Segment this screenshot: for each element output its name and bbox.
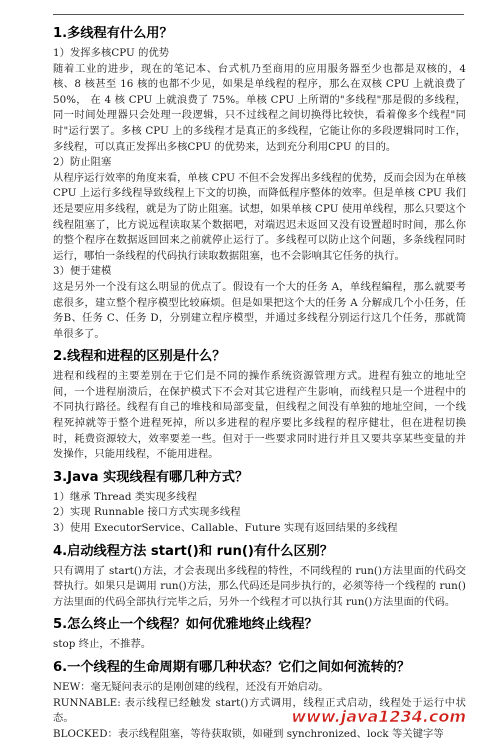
paragraph: 进程和线程的主要差别在于它们是不同的操作系统资源管理方式。进程有独立的地址空间，一个进程崩溃后，在保护模式下不会对其它进程产生影响，而线程只是一个进程中的不同执行路径。线程有自己的堆栈和局部变量，但线程之间没有单独的地址空间，一个线程死掉就等于整个进程死掉，所以多进程的程序要比多线程的程序健壮，但在进程切换时，耗费资源较大，效率要差一些。但对于一些要求同时进行并且又要共享某些变量的并发操作，只能用线程，不能用进程。 bbox=[53, 370, 466, 461]
section-title: 1.多线程有什么用？ bbox=[53, 26, 173, 41]
paragraph: 从程序运行效率的角度来看，单核 CPU 不但不会发挥出多线程的优势，反而会因为在单核CPU 上运行多线程导致线程上下文的切换，而降低程序整体的效率。但是单核 CPU 我们还是要应用多线程，就是为了防止阻塞。试想，如果单核 CPU 使用单线程，那么只要这个线程阻塞了，比方说远程读取某个数据吧，对端迟迟未返回又没有设置超时时间，那么你的整个程序在数据返回回来之前就停止运行了。多线程可以防止这个问题，多条线程同时运行，哪怕一条线程的代码执行读取数据阻塞，也不会影响其它任务的执行。 bbox=[53, 171, 466, 262]
section-title: 4.启动线程方法 start()和 run()有什么区别？ bbox=[53, 543, 334, 559]
paragraph: 2）实现 Runnable 接口方式实现多线程 bbox=[53, 506, 241, 519]
paragraph: BLOCKED：表示线程阻塞，等待获取锁，如碰到 synchronized、lock 等关键字等 bbox=[53, 727, 444, 740]
section-3 bbox=[53, 468, 466, 537]
paragraph: 2）防止阻塞 bbox=[53, 156, 112, 169]
document-body bbox=[53, 24, 466, 742]
watermark-svg bbox=[291, 705, 468, 727]
paragraph: 1）继承 Thread 类实现多线程 bbox=[53, 490, 197, 503]
paragraph: 3）便于建模 bbox=[53, 265, 112, 278]
section-5 bbox=[53, 615, 466, 653]
paragraph: 只有调用了 start()方法，才会表现出多线程的特性，不同线程的 run()方法里面的代码交替执行。如果只是调用 run()方法，那么代码还是同步执行的，必须等待一个线程的 run()方法里面的代码全部执行完毕之后，另外一个线程才可以执行其 run()方法里面的代码。 bbox=[53, 564, 466, 608]
paragraph: RUNNABLE: 表示线程已经触发 start()方式调用，线程正式启动，线程处于运行中状态。 bbox=[53, 696, 466, 725]
section-1 bbox=[53, 24, 466, 342]
paragraph: 这是另外一个没有这么明显的优点了。假设有一个大的任务 A，单线程编程，那么就要考虑很多，建立整个程序模型比较麻烦。但是如果把这个大的任务 A 分解成几个小任务，任务B、任务 C、任务 D，分别建立程序模型，并通过多线程分别运行这几个任务，那就简单很多了。 bbox=[53, 280, 466, 340]
section-title: 5.怎么终止一个线程？如何优雅地终止线程？ bbox=[53, 617, 318, 633]
section-title: 6.一个线程的生命周期有哪几种状态？它们之间如何流转的？ bbox=[53, 660, 411, 675]
watermark-logo bbox=[291, 705, 468, 727]
section-4 bbox=[53, 542, 466, 611]
paragraph: stop 终止，不推荐。 bbox=[53, 638, 152, 651]
paragraph: 1）发挥多核CPU 的优势 bbox=[53, 47, 170, 59]
section-title: 2.线程和进程的区别是什么？ bbox=[53, 349, 226, 365]
paragraph: 随着工业的进步，现在的笔记本、台式机乃至商用的应用服务器至少也都是双核的，4 核、8 核甚至 16 核的也都不少见，如果是单线程的程序，那么在双核 CPU 上就浪费了 50%， 在 4 核 CPU 上就浪费了 75%。单核 CPU 上所谓的"多线程"那是假的多线程，同一时间处理器只会处理一段逻辑，只不过线程之间切换得比较快，看着像多个线程"同时"运行罢了。多核 CPU 上的多线程才是真正的多线程，它能让你的多段逻辑同时工作，多线程，可以真正发挥出多核CPU 的优势来，达到充分利用CPU 的目的。 bbox=[53, 62, 466, 153]
paragraph: NEW：毫无疑问表示的是刚创建的线程，还没有开始启动。 bbox=[53, 681, 329, 693]
paragraph: 3）使用 ExecutorService、Callable、Future 实现有返回结果的多线程 bbox=[53, 522, 398, 535]
watermark-text: www.java1234.com bbox=[291, 707, 466, 726]
header-rule bbox=[53, 14, 464, 15]
section-6 bbox=[53, 658, 466, 742]
section-2 bbox=[53, 347, 466, 463]
section-title: 3.Java 实现线程有哪几种方式？ bbox=[53, 469, 249, 485]
